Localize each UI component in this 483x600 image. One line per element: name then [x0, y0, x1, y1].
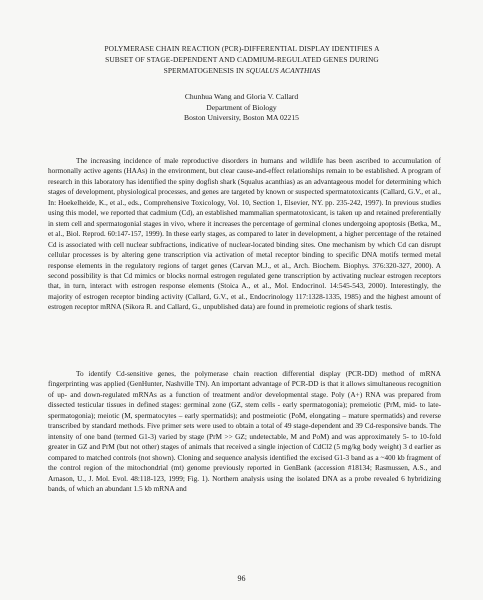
author-institution: Boston University, Boston MA 02215 [184, 113, 299, 123]
body-paragraph-1 [48, 156, 441, 313]
title-line-3-prefix: SPERMATOGENESIS IN [163, 66, 246, 75]
paragraph-2-text: To identify Cd-sensitive genes, the polymerase chain reaction differential display (PCR-DD) method of mRNA fingerprinting was applied (GenHunter, Nashville TN). An important advantage of PCR-DD is that it allows simultaneous recognition of up- and down-regulated mRNAs as a function of treatment and/or developmental stage. Poly (A+) RNA was prepared from dissected testicular tissues in defined stages: germinal zone (GZ, stem cells - early spermatogonia); premeiotic (PrM, mid- to late-spermatogonia); meiotic (M, spermatocytes – early spermatids); and postmeiotic (PoM, elongating – mature spermatids) and reverse transcribed by standard methods. Five primer sets were used to obtain a total of 49 stage-dependent and 39 Cd-responsive bands. The intensity of one band (termed G1-3) varied by stage (PrM >> GZ; undetectable, M and PoM) and was approximately 5- to 10-fold greater in GZ and PrM (but not other) stages of animals that received a single injection of CdCl2 (5 mg/kg body weight) 3 d earlier as compared to matched controls (not shown). Cloning and sequence analysis identified the excised G1-3 band as a ~400 kb fragment of the control region of the mitochondrial (mt) genome previously reported in GenBank (accession #18134; Rasmussen, A.S., and Arnason, U., J. Mol. Evol. 48:118-123, 1999; Fig. 1). Northern analysis using the isolated DNA as a probe revealed 6 hybridizing bands, of which an abundant 1.5 kb mRNA and [48, 369, 441, 493]
paragraph-1-text: The increasing incidence of male reproductive disorders in humans and wildlife has been ascribed to accumulation of hormonally active agents (HAAs) in the environment, but clear cause-and-effect relationships remain to be established. A program of research in this laboratory has identified the spiny dogfish shark (Squalus acanthias) as an advantageous model for determining which stages of development, physiological processes, and genes are targeted by known or suspected spermatotoxicants (Callard, G.V., et al., In: Hoekelheide, K., et al., eds., Comprehensive Toxicology, Vol. 10, Section 1, Elsevier, NY. pp. 235-242, 1997). In previous studies using this model, we reported that cadmium (Cd), an established mammalian spermatotoxicant, is taken up and retained preferentially in stem cell and spermatogonial stages in vivo, where it increases the percentage of germinal clones undergoing apoptosis (Betka, M., et al., Biol. Reprod. 60:147-157, 1999). In these early stages, as compared to later in development, a higher percentage of the retained Cd is associated with cell nuclear subfractions, indicative of nuclear-located binding sites. One mechanism by which Cd can disrupt cellular processes is by altering gene transcription via activation of metal receptor binding to specific DNA motifs termed metal response elements in the regulatory regions of target genes (Carvan M.J., et al., Arch. Biochem. Biophys. 376:320-327, 2000). A second possibility is that Cd mimics or blocks normal estrogen regulated gene transcription by activating nuclear estrogen receptors that, in turn, interact with estrogen response elements (Stoica A., et al., Mol. Endocrinol. 14:545-543, 2000). Interestingly, the majority of estrogen receptor binding activity (Callard, G.V., et al., Endocrinology 117:1328-1335, 1985) and the highest amount of estrogen receptor mRNA (Sikora R. and Callard, G., unpublished data) are found in premeiotic regions of shark testis. [48, 156, 441, 312]
title-line-2: SUBSET OF STAGE-DEPENDENT AND CADMIUM-REGULATED GENES DURING [105, 55, 379, 64]
title-species: SQUALUS ACANTHIAS [245, 66, 321, 75]
paper-title [50, 43, 434, 76]
title-line-3 [50, 65, 434, 76]
title-line-1: POLYMERASE CHAIN REACTION (PCR)-DIFFERENTIAL DISPLAY IDENTIFIES A [104, 44, 380, 53]
page-number: 96 [237, 574, 246, 583]
body-paragraph-2 [48, 369, 441, 494]
author-names: Chunhua Wang and Gloria V. Callard [184, 92, 299, 101]
author-block [0, 92, 483, 124]
author-department: Department of Biology [206, 102, 277, 112]
